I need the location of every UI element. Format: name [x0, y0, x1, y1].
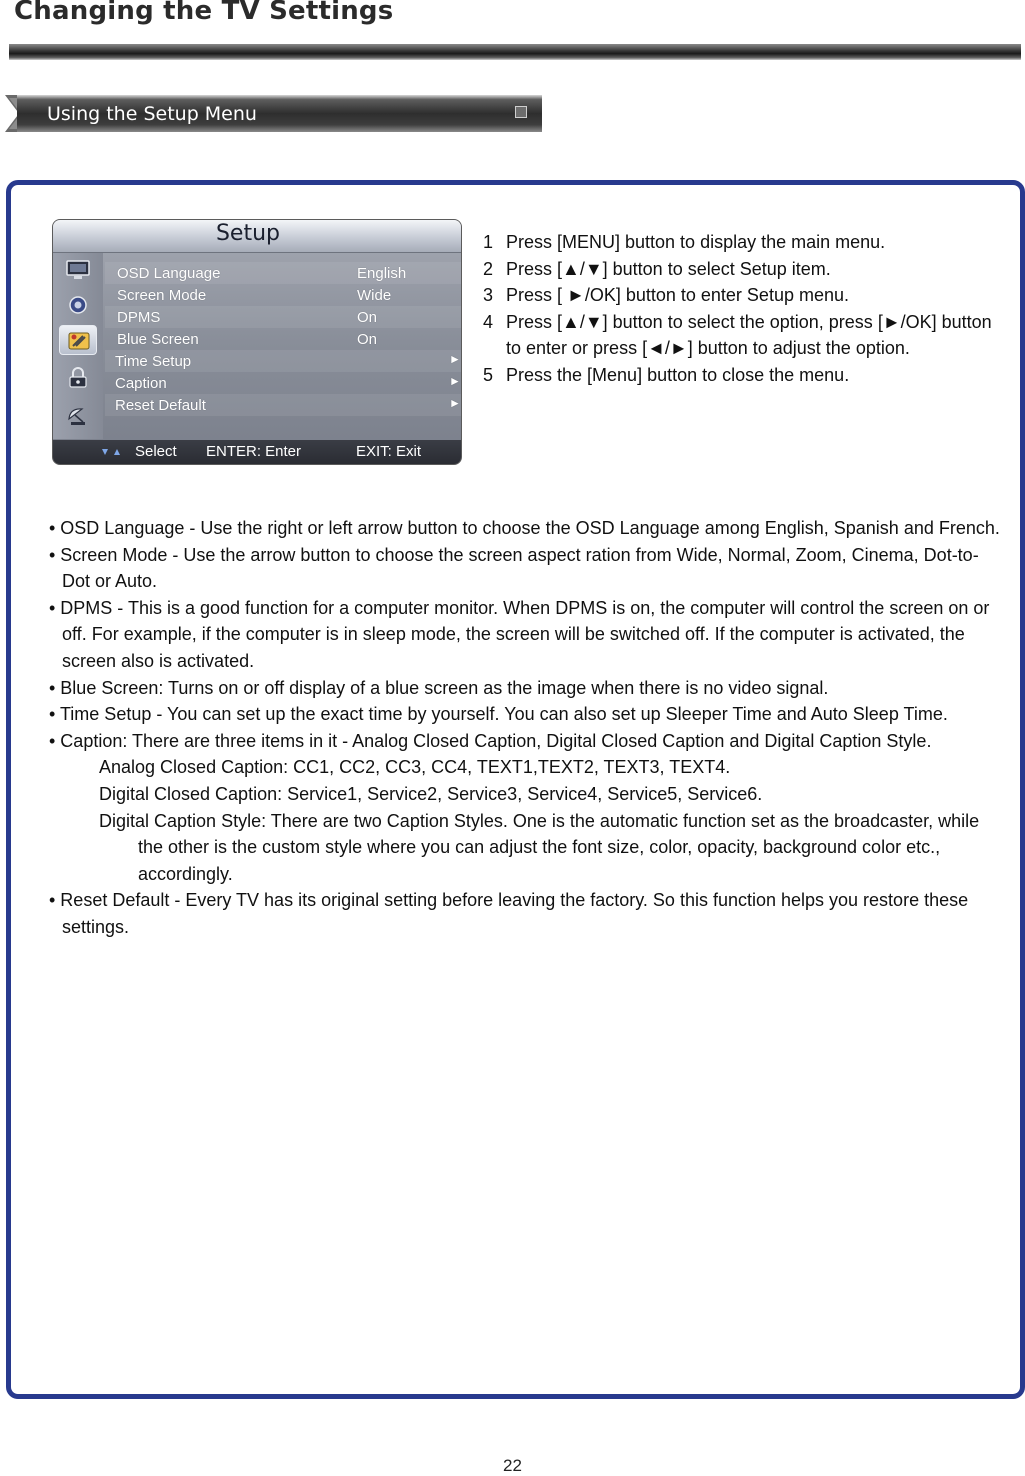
setting-descriptions: [49, 515, 1004, 941]
osd-row-value: On: [357, 309, 378, 326]
desc-caption-analog: Analog Closed Caption: CC1, CC2, CC3, CC4, TEXT1,TEXT2, TEXT3, TEXT4.: [99, 757, 731, 778]
osd-rows: [105, 262, 461, 416]
osd-row-label: Screen Mode: [117, 287, 207, 304]
step-number: 3: [483, 285, 494, 305]
osd-tab-tv[interactable]: [59, 255, 97, 285]
step-text: Press the [Menu] button to close the menu.: [506, 364, 850, 385]
instruction-step: [483, 309, 993, 362]
step-text: Press [MENU] button to display the main menu.: [506, 232, 886, 252]
osd-row-screen-mode[interactable]: [105, 284, 461, 306]
title-rule: [9, 44, 1021, 60]
osd-footer: [53, 440, 461, 464]
footer-exit: EXIT: Exit: [356, 443, 422, 460]
osd-row-dpms[interactable]: [105, 306, 461, 328]
setup-icon: [67, 330, 91, 352]
osd-row-label: Blue Screen: [117, 331, 199, 348]
instruction-step: [483, 362, 993, 389]
desc-reset-default: • Reset Default - Every TV has its original setting before leaving the factory. So this function helps you restore these settings.: [49, 890, 969, 937]
step-number: 4: [483, 311, 494, 332]
osd-row-label: OSD Language: [117, 265, 221, 282]
osd-row-value: On: [357, 331, 378, 348]
osd-title: Setup: [215, 221, 281, 246]
desc-caption: • Caption: There are three items in it - Analog Closed Caption, Digital Closed Caption and Digital Caption Style.: [49, 730, 932, 751]
footer-enter: ENTER: Enter: [206, 443, 302, 460]
osd-row-osd-language[interactable]: [105, 262, 461, 284]
page-title: Changing the TV Settings: [14, 0, 394, 26]
arrow-right-icon: ►: [449, 396, 461, 410]
osd-header: [53, 220, 461, 253]
step-number: 2: [483, 258, 494, 279]
tv-icon: [66, 259, 90, 281]
osd-row-label: Time Setup: [115, 353, 192, 370]
lock-icon: [66, 367, 90, 389]
step-text: Press [ ►/OK] button to enter Setup menu.: [506, 285, 849, 305]
osd-row-label: Caption: [115, 375, 167, 392]
picture-icon: [66, 294, 90, 316]
step-text: Press [▲/▼] button to select Setup item.: [506, 258, 831, 279]
osd-row-blue-screen[interactable]: [105, 328, 461, 350]
section-label: Using the Setup Menu: [47, 103, 257, 125]
desc-caption-digital: Digital Closed Caption: Service1, Service2, Service3, Service4, Service5, Service6.: [99, 783, 763, 804]
step-number: 1: [483, 232, 494, 252]
osd-tab-channel[interactable]: [59, 401, 97, 431]
desc-dpms: • DPMS - This is a good function for a computer monitor. When DPMS is on, the computer will control the screen on or off. For example, if the computer is in sleep mode, the screen will be switched off. If the computer is activated, the screen also is activated.: [49, 597, 990, 671]
up-down-arrows-icon: [100, 446, 122, 458]
step-number: 5: [483, 364, 494, 385]
desc-blue-screen: • Blue Screen: Turns on or off display of a blue screen as the image when there is no video signal.: [49, 677, 829, 698]
osd-row-label: Reset Default: [115, 397, 206, 414]
osd-tab-picture[interactable]: [59, 290, 97, 320]
step-text: Press [▲/▼] button to select the option, press [►/OK] button to enter or press [◄/►] button to adjust the option.: [506, 311, 992, 358]
arrow-right-icon: ►: [449, 374, 461, 388]
square-icon: [515, 106, 527, 118]
osd-tab-setup[interactable]: [59, 325, 97, 355]
instruction-step: [483, 229, 993, 256]
desc-osd-language: • OSD Language - Use the right or left arrow button to choose the OSD Language among English, Spanish and French.: [49, 518, 1000, 538]
instruction-step: [483, 256, 993, 283]
desc-screen-mode: • Screen Mode - Use the arrow button to choose the screen aspect ration from Wide, Normal, Zoom, Cinema, Dot-to-Dot or Auto.: [49, 544, 979, 592]
instruction-steps: [483, 229, 993, 388]
osd-tab-lock[interactable]: [59, 363, 97, 393]
osd-row-reset-default[interactable]: [105, 394, 461, 416]
desc-caption-style: Digital Caption Style: There are two Caption Styles. One is the automatic function set as the broadcaster, while the other is the custom style where you can adjust the font size, color, opacity, background color etc., accordingly.: [99, 810, 980, 884]
osd-row-value: Wide: [357, 287, 392, 304]
section-banner: [5, 95, 542, 133]
osd-row-label: DPMS: [117, 309, 161, 326]
page-number: 22: [503, 1456, 522, 1475]
osd-row-value: English: [357, 265, 407, 282]
satellite-dish-icon: [66, 405, 90, 427]
desc-time-setup: • Time Setup - You can set up the exact time by yourself. You can also set up Sleeper Time and Auto Sleep Time.: [49, 704, 948, 725]
osd-row-time-setup[interactable]: [105, 350, 461, 372]
osd-row-caption[interactable]: [105, 372, 461, 394]
arrow-right-icon: ►: [449, 352, 461, 366]
instruction-step: [483, 282, 993, 309]
footer-select: Select: [135, 443, 177, 460]
osd-sidebar: [53, 253, 103, 439]
osd-setup-menu: [52, 219, 462, 465]
